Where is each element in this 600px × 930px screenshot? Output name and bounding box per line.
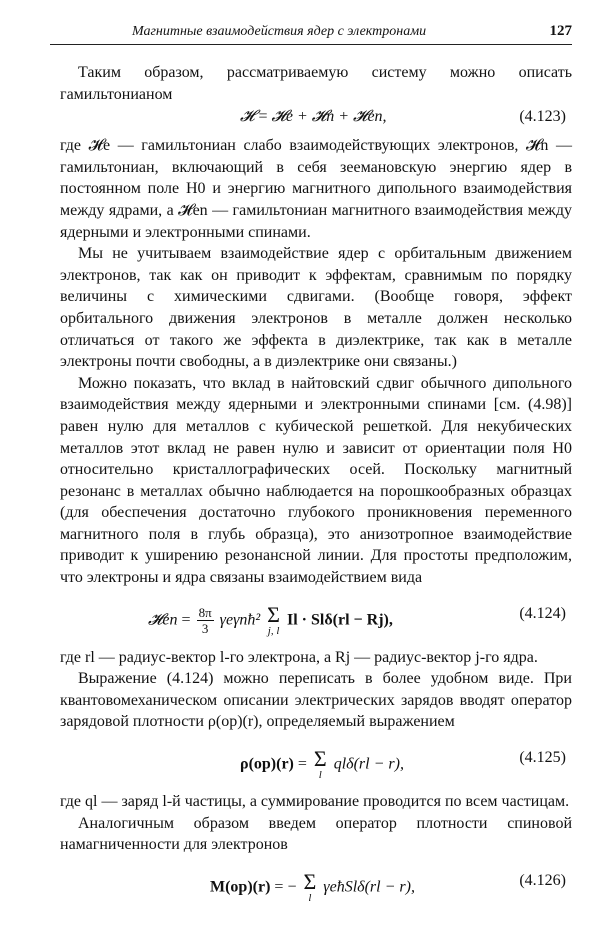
fraction <box>197 605 214 636</box>
paragraph-charge-density: Выражение (4.124) можно переписать в более удобном виде. При квантовомеханическом описании электрических зарядов вводят оператор зарядовой плотности ρ(op)(r), определяемый выражением <box>60 670 572 731</box>
minus-sign: − <box>287 878 297 896</box>
running-title: Магнитные взаимодействия ядер с электронами <box>132 24 427 39</box>
equation-number: (4.124) <box>519 604 566 622</box>
sum-sign: Σ l <box>303 868 317 904</box>
sum-sign: Σ l <box>313 746 327 782</box>
sum-sign: Σ j, l <box>267 601 280 637</box>
equation-lhs: 𝓗en <box>148 611 178 629</box>
paragraph-charge-note: где ql — заряд l-й частицы, а суммирование проводится по всем частицам. <box>60 793 570 811</box>
equation-body: 𝓗 = 𝓗e + 𝓗n + 𝓗en, <box>240 108 387 126</box>
paragraph-hamiltonian-terms: где 𝓗e — гамильтониан слабо взаимодействующих электронов, 𝓗n — гамильтониан, включающий в себя зеемановскую энергию ядер в постоянном поле H0 и энергию магнитного дипольного взаимодействия между ядрами, а 𝓗en — гамильтониан магнитного взаимодействия между ядерными и электронными спинами. <box>60 137 572 241</box>
paragraph-orbital: Мы не учитываем взаимодействие ядер с орбитальным движением электронов, так как он приводит к эффектам, сравнимым по порядку величины с химическими сдвигами. (Вообще говоря, эффект орбитального движения электронов в металле должен несколько отличаться от такого же эффекта в диэлектрике, так как в металле электроны почти свободны, а в диэлектрике они связаны.) <box>60 245 572 371</box>
equation-lhs: ρ(op)(r) <box>240 755 294 773</box>
paragraph-vectors: где rl — радиус-вектор l-го электрона, а Rj — радиус-вектор j-го ядра. <box>60 648 538 666</box>
equation-number: (4.123) <box>519 108 566 126</box>
equation-rhs: 𝓗e + 𝓗n + 𝓗en, <box>271 108 387 126</box>
sum-limits: l <box>318 769 322 782</box>
paragraph-spin-density: Аналогичным образом введем оператор плотности спиновой намагниченности для электронов <box>60 814 572 854</box>
equation-summand: γeħSlδ(rl − r), <box>323 878 415 896</box>
equation-body: M(op)(r) = − Σ l γeħSlδ(rl − r), <box>210 868 415 904</box>
running-header <box>50 22 572 45</box>
equation-summand: qlδ(rl − r), <box>333 755 404 773</box>
coefficient: γeγnħ² <box>219 611 261 629</box>
equation-4-126 <box>60 856 572 914</box>
equation-body: 𝓗en = $\frac{8\pi}{3}$ γeγnħ² Σ j, l Il · Slδ(rl − Rj), <box>148 601 393 637</box>
equation-lhs: M(op)(r) <box>210 878 271 896</box>
sum-limits: l <box>308 891 312 904</box>
equation-body: ρ(op)(r) = Σ l qlδ(rl − r), <box>240 746 404 782</box>
equation-number: (4.126) <box>519 871 566 889</box>
paragraph-intro: Таким образом, рассматриваемую систему можно описать гамильтонианом <box>60 64 572 103</box>
fraction-denominator: 3 <box>201 621 209 637</box>
page-body <box>60 62 572 914</box>
sum-limits: j, l <box>267 624 280 637</box>
equation-4-125 <box>60 733 572 791</box>
equation-number: (4.125) <box>519 749 566 767</box>
fraction-numerator: 8π <box>198 605 212 621</box>
equation-4-124 <box>60 589 572 647</box>
page-number: 127 <box>549 23 572 39</box>
equation-lhs: 𝓗 <box>240 108 255 126</box>
equation-4-123 <box>60 105 572 135</box>
paragraph-dipolar: Можно показать, что вклад в найтовский сдвиг обычного дипольного взаимодействия между ядерными и электронными спинами [см. (4.98)] равен нулю для металлов с кубической решеткой. Для некубических металлов этот вклад не равен нулю и зависит от ориентации поля H0 относительно кристаллографических осей. Поскольку магнитный резонанс в металлах обычно наблюдается на порошкообразных образцах (для обеспечения достаточно глубокого проникновения переменного магнитного поля в глубь образца), это анизотропное взаимодействие приводит к уширению резонансной линии. Для простоты предположим, что электроны и ядра связаны взаимодействием вида <box>60 374 572 587</box>
equation-summand: Il · Slδ(rl − Rj), <box>286 611 393 629</box>
